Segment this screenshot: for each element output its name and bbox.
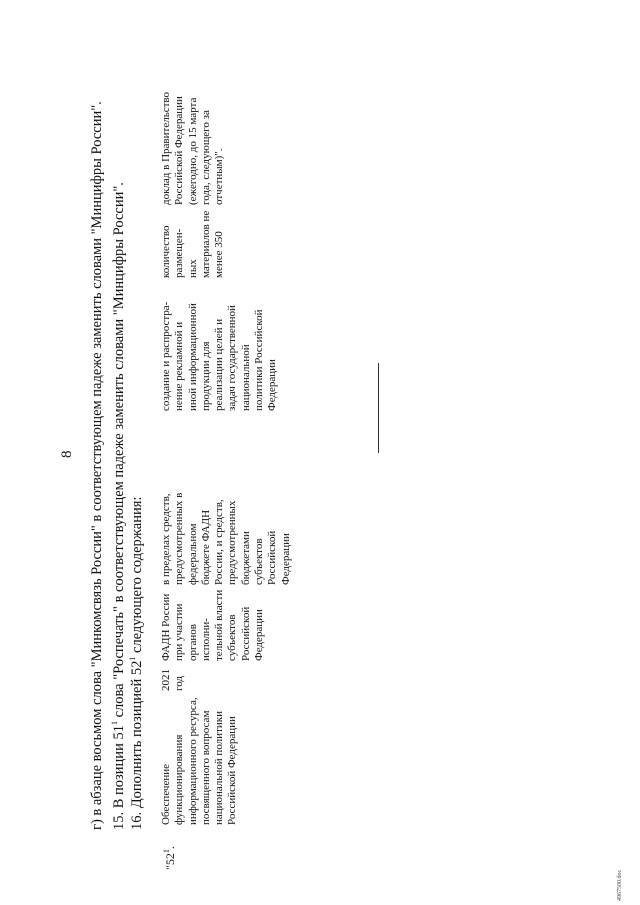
footer-doc-code: 4967500.doc	[617, 869, 623, 901]
cell-funding: в пределах средств, предусмотренных в федеральном бюджете ФАДН России, и средств, предусмотренных бюджетами субъектов Российской Федерации	[160, 492, 292, 585]
cell-indicator: количество размещен- ных материалов не менее 350	[160, 210, 226, 278]
end-separator-line	[378, 363, 379, 453]
paragraph-15-text-a: 15. В позиции 51	[110, 725, 127, 830]
paragraph-16-sup: 1	[128, 656, 137, 661]
cell-year: 2021 год	[160, 669, 186, 691]
row-marker-end: .	[163, 846, 177, 850]
cell-activity: создание и распростра- нение рекламной и иной информационной продукции для реализации целей и задач государственной национальной политики Российской Федерации	[160, 301, 279, 411]
paragraph-16-text-b: следующего содержания:	[128, 496, 145, 657]
page-number: 8	[59, 450, 75, 458]
cell-report: доклад в Правительство Российской Федерации (ежегодно, до 15 марта года, следующего за отчетным)".	[160, 91, 226, 205]
row-marker-sup: 1	[162, 849, 171, 854]
paragraph-16-text-a: 16. Дополнить позицией 52	[128, 660, 145, 830]
row-marker	[160, 840, 177, 870]
paragraph-g-text: г) в абзаце восьмом слова "Минкомсвязь России" в соответствующем падеже заменить словами "Минцифры России".	[89, 101, 105, 830]
cell-name: Обеспечение функционирования информационного ресурса, посвященного вопросам национальной политики Российской Федерации	[160, 697, 239, 825]
paragraph-15-text-b: слова "Роспечать" в соответствующем падеже заменить словами "Минцифры России".	[110, 182, 127, 722]
paragraph-16	[124, 497, 146, 830]
cell-executor: ФАДН России при участии органов исполни- тельной власти субъектов Российской Федерации	[160, 589, 266, 661]
paragraph-g	[89, 101, 106, 830]
paragraph-15-sup: 1	[110, 721, 119, 726]
row-marker-text: "52	[163, 853, 177, 870]
